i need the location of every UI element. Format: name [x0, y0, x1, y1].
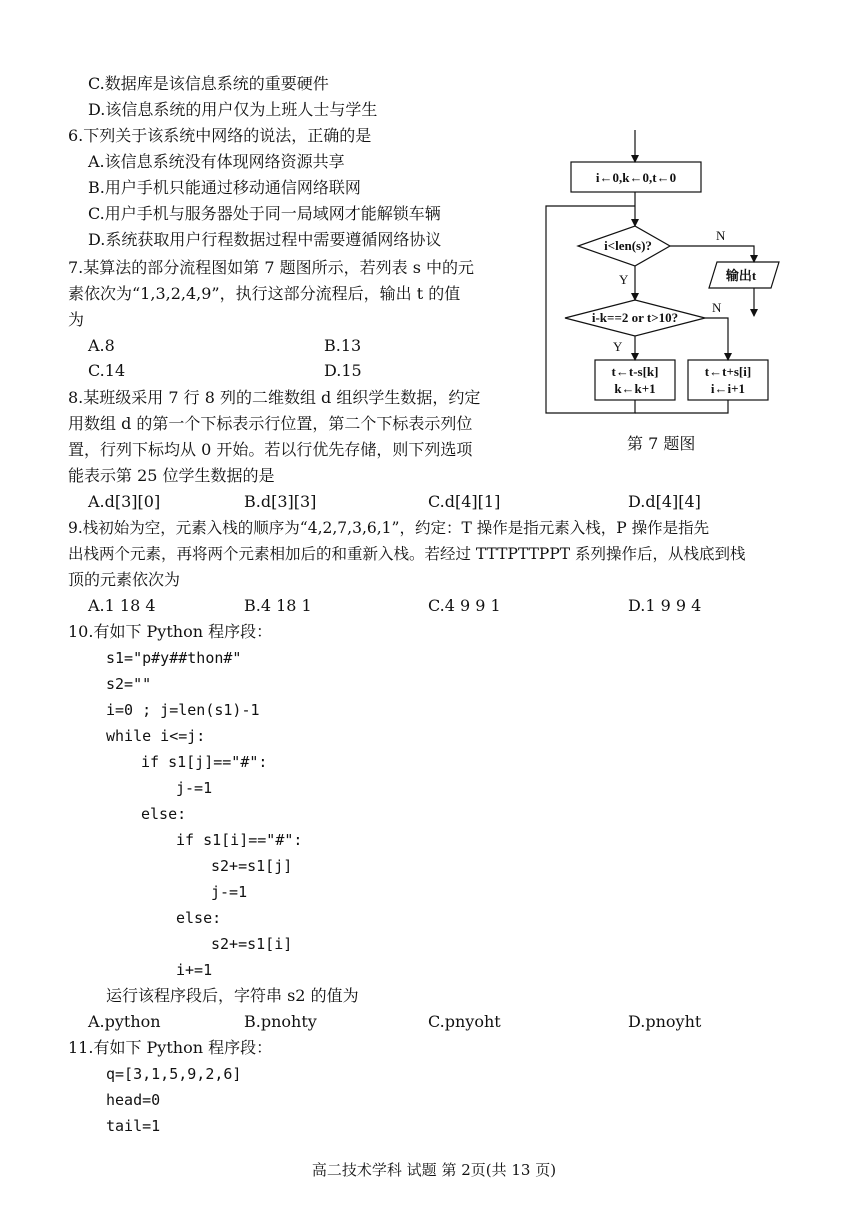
q7-option-a: A.8 — [88, 336, 115, 355]
q10-code-line: i+=1 — [176, 961, 213, 979]
flowchart-caption: 第 7 题图 — [627, 434, 696, 453]
cond2-text: i-k==2 or t>10? — [591, 310, 679, 325]
q7-option-d: D.15 — [324, 361, 362, 380]
q7-stem-line3: 为 — [68, 310, 85, 329]
q7-option-b: B.13 — [324, 336, 362, 355]
yes-box-line2: k←k+1 — [614, 381, 656, 396]
q8-option-c: C.d[4][1] — [428, 492, 501, 511]
q9-stem-line2: 出栈两个元素，再将两个元素相加后的和重新入栈。若经过 TTTPTTPPT 系列操作后，从栈底到栈 — [68, 545, 746, 563]
q9-option-d: D.1 9 9 4 — [628, 596, 702, 615]
q10-option-b: B.pnohty — [244, 1012, 317, 1031]
q10-code-line: s2+=s1[i] — [211, 935, 293, 953]
q8-option-b: B.d[3][3] — [244, 492, 317, 511]
q9-stem-line1: 9.栈初始为空，元素入栈的顺序为“4,2,7,3,6,1”，约定：T 操作是指元素入栈，P 操作是指先 — [68, 519, 710, 537]
cond1-text: i<len(s)? — [604, 238, 652, 253]
q11-code-line: tail=1 — [106, 1117, 161, 1135]
q10-code-line: s2+=s1[j] — [211, 857, 293, 875]
q9-option-c: C.4 9 9 1 — [428, 596, 501, 615]
q10-code-line: j-=1 — [211, 883, 248, 901]
q8-option-a: A.d[3][0] — [88, 492, 161, 511]
q8-option-d: D.d[4][4] — [628, 492, 701, 511]
q7-flowchart — [540, 128, 780, 428]
cond1-no-arrow — [670, 246, 754, 262]
q10-code-line: if s1[i]=="#": — [176, 831, 303, 849]
q7-option-c: C.14 — [88, 361, 126, 380]
q10-code-line: s1="p#y##thon#" — [106, 649, 242, 667]
q10-code-line: j-=1 — [176, 779, 213, 797]
init-text: i←0,k←0,t←0 — [595, 170, 677, 185]
q10-code-line: while i<=j: — [106, 727, 206, 745]
q7-stem-line1: 7.某算法的部分流程图如第 7 题图所示，若列表 s 中的元 — [68, 258, 475, 277]
no-box-line2: i←i+1 — [710, 381, 746, 396]
q11-code-line: q=[3,1,5,9,2,6] — [106, 1065, 242, 1083]
cond2-yes-label: Y — [613, 339, 623, 354]
yes-box-line1: t←t-s[k] — [611, 364, 659, 379]
q5-option-c: C.数据库是该信息系统的重要硬件 — [88, 74, 329, 93]
q10-code-line: if s1[j]=="#": — [141, 753, 268, 771]
q8-stem-line2: 用数组 d 的第一个下标表示行位置，第二个下标表示列位 — [68, 414, 473, 433]
q10-code-line: else: — [176, 909, 222, 927]
q7-stem-line2: 素依次为“1,3,2,4,9”，执行这部分流程后，输出 t 的值 — [68, 284, 461, 303]
q11-stem: 11.有如下 Python 程序段： — [68, 1038, 273, 1057]
q8-stem-line1: 8.某班级采用 7 行 8 列的二维数组 d 组织学生数据，约定 — [68, 388, 481, 407]
q6-option-a: A.该信息系统没有体现网络资源共享 — [88, 152, 345, 171]
page-footer: 高二技术学科 试题 第 2页(共 13 页) — [311, 1161, 557, 1179]
output-text: 输出t — [725, 268, 757, 283]
q10-option-c: C.pnyoht — [428, 1012, 501, 1031]
no-box-merge-line — [635, 400, 728, 413]
no-box-line1: t←t+s[i] — [704, 364, 752, 379]
q10-option-a: A.python — [88, 1012, 161, 1031]
q8-stem-line3: 置，行列下标均从 0 开始。若以行优先存储，则下列选项 — [68, 440, 473, 459]
q9-stem-line3: 顶的元素依次为 — [68, 570, 181, 589]
cond2-no-label: N — [712, 300, 722, 315]
q6-option-b: B.用户手机只能通过移动通信网络联网 — [88, 178, 361, 197]
q11-code-line: head=0 — [106, 1091, 161, 1109]
q6-option-d: D.系统获取用户行程数据过程中需要遵循网络协议 — [88, 230, 442, 249]
q8-stem-line4: 能表示第 25 位学生数据的是 — [68, 466, 275, 485]
q6-stem: 6.下列关于该系统中网络的说法，正确的是 — [68, 126, 372, 145]
q9-option-a: A.1 18 4 — [88, 596, 156, 615]
q10-after-text: 运行该程序段后，字符串 s2 的值为 — [106, 986, 359, 1005]
q6-option-c: C.用户手机与服务器处于同一局域网才能解锁车辆 — [88, 204, 441, 223]
q10-code-line: i=0 ; j=len(s1)-1 — [106, 701, 260, 719]
q10-code-line: else: — [141, 805, 187, 823]
q9-option-b: B.4 18 1 — [244, 596, 312, 615]
cond1-no-label: N — [716, 228, 726, 243]
cond1-yes-label: Y — [619, 272, 629, 287]
cond2-no-arrow — [705, 318, 728, 360]
q10-stem: 10.有如下 Python 程序段： — [68, 622, 273, 641]
q5-option-d: D.该信息系统的用户仅为上班人士与学生 — [88, 100, 378, 119]
q10-option-d: D.pnoyht — [628, 1012, 702, 1031]
q10-code-line: s2="" — [106, 675, 152, 693]
